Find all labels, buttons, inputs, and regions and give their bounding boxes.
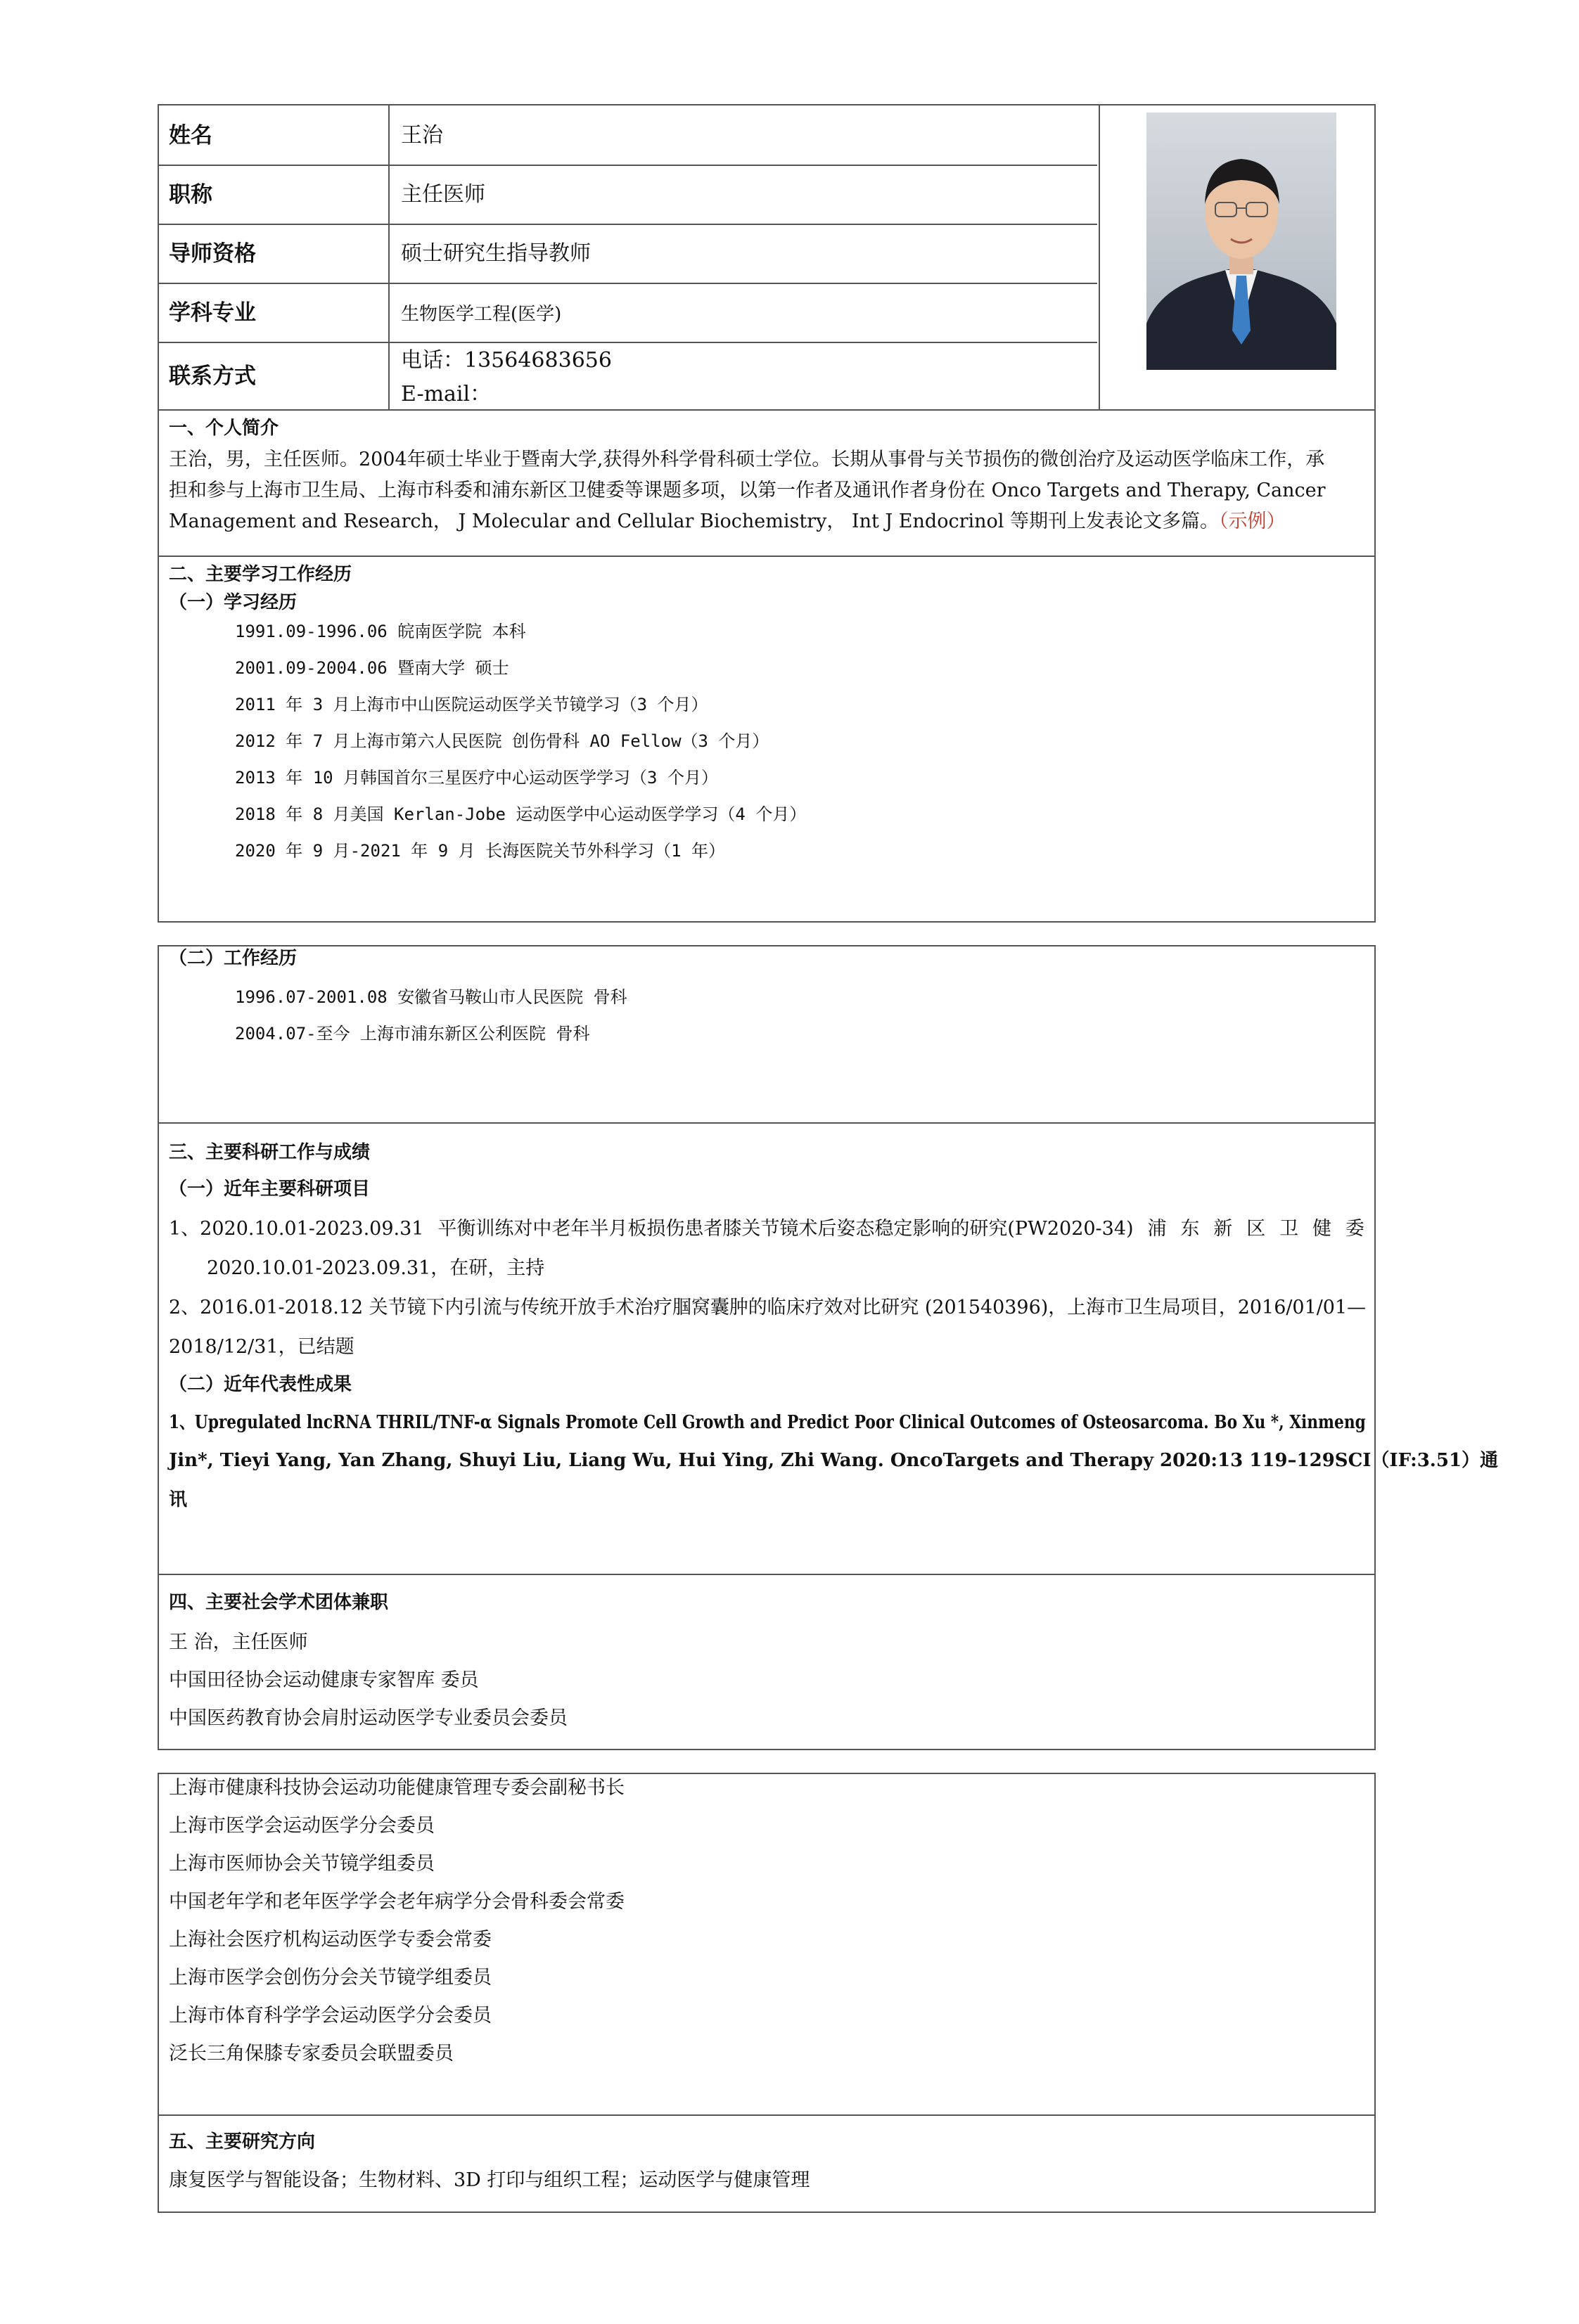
row-divider (159, 556, 1374, 557)
project-1-title: 平衡训练对中老年半月板损伤患者膝关节镜术后姿态稳定影响的研究(PW2020-34) (437, 1218, 1134, 1240)
project-1-word: 卫 (1279, 1218, 1299, 1240)
phone-value: 电话：13564683656 (401, 348, 612, 373)
publication-line (169, 1450, 1499, 1471)
row-divider (159, 165, 1097, 166)
project-1-date: 1、2020.10.01-2023.09.31 (169, 1218, 424, 1240)
directions-text: 康复医学与智能设备；生物材料、3D 打印与组织工程；运动医学与健康管理 (169, 2169, 810, 2191)
profile-section (158, 104, 1376, 923)
title-label: 职称 (169, 182, 212, 207)
study-item: 2001.09-2004.06 暨南大学 硕士 (235, 658, 509, 678)
work-heading: （二）工作经历 (169, 948, 298, 969)
study-item: 2013 年 10 月韩国首尔三星医疗中心运动医学学习（3 个月） (235, 768, 718, 788)
society-item: 上海市体育科学学会运动医学分会委员 (169, 2005, 492, 2027)
project-1-word: 区 (1246, 1218, 1266, 1240)
example-note: （示例） (1218, 511, 1286, 532)
publication-authors: Jin*, Tieyi Yang, Yan Zhang, Shuyi Liu, Liang Wu, Hui Ying, Zhi Wang. OncoTargets and Therapy 2020:13 119–129 (169, 1450, 1335, 1471)
study-item: 2012 年 7 月上海市第六人民医院 创伤骨科 AO Fellow（3 个月） (235, 731, 769, 751)
project-1-word: 东 (1180, 1218, 1200, 1240)
work-item: 2004.07-至今 上海市浦东新区公利医院 骨科 (235, 1024, 590, 1044)
society-item: 上海市医师协会关节镜学组委员 (169, 1853, 435, 1875)
publication-line: 讯 (169, 1489, 188, 1510)
research-heading: 三、主要科研工作与成绩 (169, 1142, 371, 1163)
intro-line: 担和参与上海市卫生局、上海市科委和浦东新区卫健委等课题多项，以第一作者及通讯作者身份在 Onco Targets and Therapy, Cancer (169, 480, 1326, 501)
publication-role: 通 (1480, 1450, 1499, 1471)
project-2-line: 2018/12/31，已结题 (169, 1336, 354, 1358)
portrait-photo (1146, 113, 1336, 370)
outputs-heading: （二）近年代表性成果 (169, 1374, 352, 1395)
email-value: E-mail： (401, 382, 492, 406)
society-item: 中国田径协会运动健康专家智库 委员 (169, 1669, 479, 1691)
row-divider (159, 1122, 1374, 1124)
publication-line: 1、Upregulated lncRNA THRIL/TNF-α Signals Promote Cell Growth and Predict Poor Clinical Outcomes of Osteosarcoma. Bo Xu *, Xinmeng (169, 1412, 1366, 1433)
project-1-line (169, 1219, 1364, 1238)
discipline-label: 学科专业 (169, 300, 256, 326)
intro-line: 王治，男，主任医师。2004年硕士毕业于暨南大学,获得外科学骨科硕士学位。长期从事骨与关节损伤的微创治疗及运动医学临床工作，承 (169, 449, 1325, 470)
study-item: 2011 年 3 月上海市中山医院运动医学关节镜学习（3 个月） (235, 695, 708, 714)
projects-heading: （一）近年主要科研项目 (169, 1179, 371, 1200)
project-1-word: 委 (1345, 1218, 1364, 1240)
column-divider (1099, 105, 1100, 409)
project-2-line: 2、2016.01-2018.12 关节镜下内引流与传统开放手术治疗腘窝囊肿的临床疗效对比研究 (201540396)，上海市卫生局项目，2016/01/01— (169, 1297, 1367, 1318)
discipline-value: 生物医学工程(医学) (401, 304, 562, 325)
research-section (158, 945, 1499, 1750)
society-item: 中国老年学和老年医学学会老年病学分会骨科委会常委 (169, 1891, 625, 1913)
project-1-word: 健 (1312, 1218, 1332, 1240)
society-item: 上海市健康科技协会运动功能健康管理专委会副秘书长 (169, 1777, 625, 1799)
society-item: 泛长三角保膝专家委员会联盟委员 (169, 2043, 454, 2065)
contact-label: 联系方式 (169, 364, 256, 389)
intro-line-text: Management and Research， J Molecular and Cellular Biochemistry， Int J Endocrinol 等期刊上发表论文多篇。 (169, 511, 1219, 532)
society-item: 上海社会医疗机构运动医学专委会常委 (169, 1929, 492, 1951)
society-item: 上海市医学会创伤分会关节镜学组委员 (169, 1967, 492, 1989)
project-1-line: 2020.10.01-2023.09.31，在研，主持 (207, 1257, 545, 1279)
project-1-word: 新 (1213, 1218, 1233, 1240)
supervisor-label: 导师资格 (169, 241, 256, 267)
society-item: 中国医药教育协会肩肘运动医学专业委员会委员 (169, 1707, 568, 1729)
societies-continued-section (158, 1773, 1376, 2213)
society-item: 上海市医学会运动医学分会委员 (169, 1815, 435, 1837)
title-value: 主任医师 (401, 182, 485, 207)
experience-heading: 二、主要学习工作经历 (169, 564, 352, 585)
supervisor-value: 硕士研究生指导教师 (401, 241, 591, 266)
study-item: 1991.09-1996.06 皖南医学院 本科 (235, 622, 526, 641)
intro-heading: 一、个人简介 (169, 418, 279, 439)
study-item: 2020 年 9 月-2021 年 9 月 长海医院关节外科学习（1 年） (235, 841, 725, 861)
society-item: 王 治，主任医师 (169, 1631, 308, 1653)
study-heading: （一）学习经历 (169, 592, 298, 613)
row-divider (159, 283, 1097, 284)
intro-line (169, 512, 1285, 531)
societies-heading: 四、主要社会学术团体兼职 (169, 1592, 389, 1613)
row-divider (159, 1574, 1374, 1575)
row-divider (159, 409, 1374, 411)
study-item: 2018 年 8 月美国 Kerlan-Jobe 运动医学中心运动医学学习（4 个月） (235, 804, 807, 824)
row-divider (159, 2114, 1374, 2116)
work-item: 1996.07-2001.08 安徽省马鞍山市人民医院 骨科 (235, 987, 627, 1007)
project-1-word: 浦 (1147, 1218, 1167, 1240)
publication-index: SCI（IF:3.51） (1334, 1450, 1481, 1471)
directions-heading: 五、主要研究方向 (169, 2131, 316, 2152)
column-divider (388, 105, 390, 409)
name-label: 姓名 (169, 123, 212, 148)
name-value: 王治 (401, 123, 443, 148)
row-divider (159, 342, 1097, 343)
row-divider (159, 224, 1097, 225)
